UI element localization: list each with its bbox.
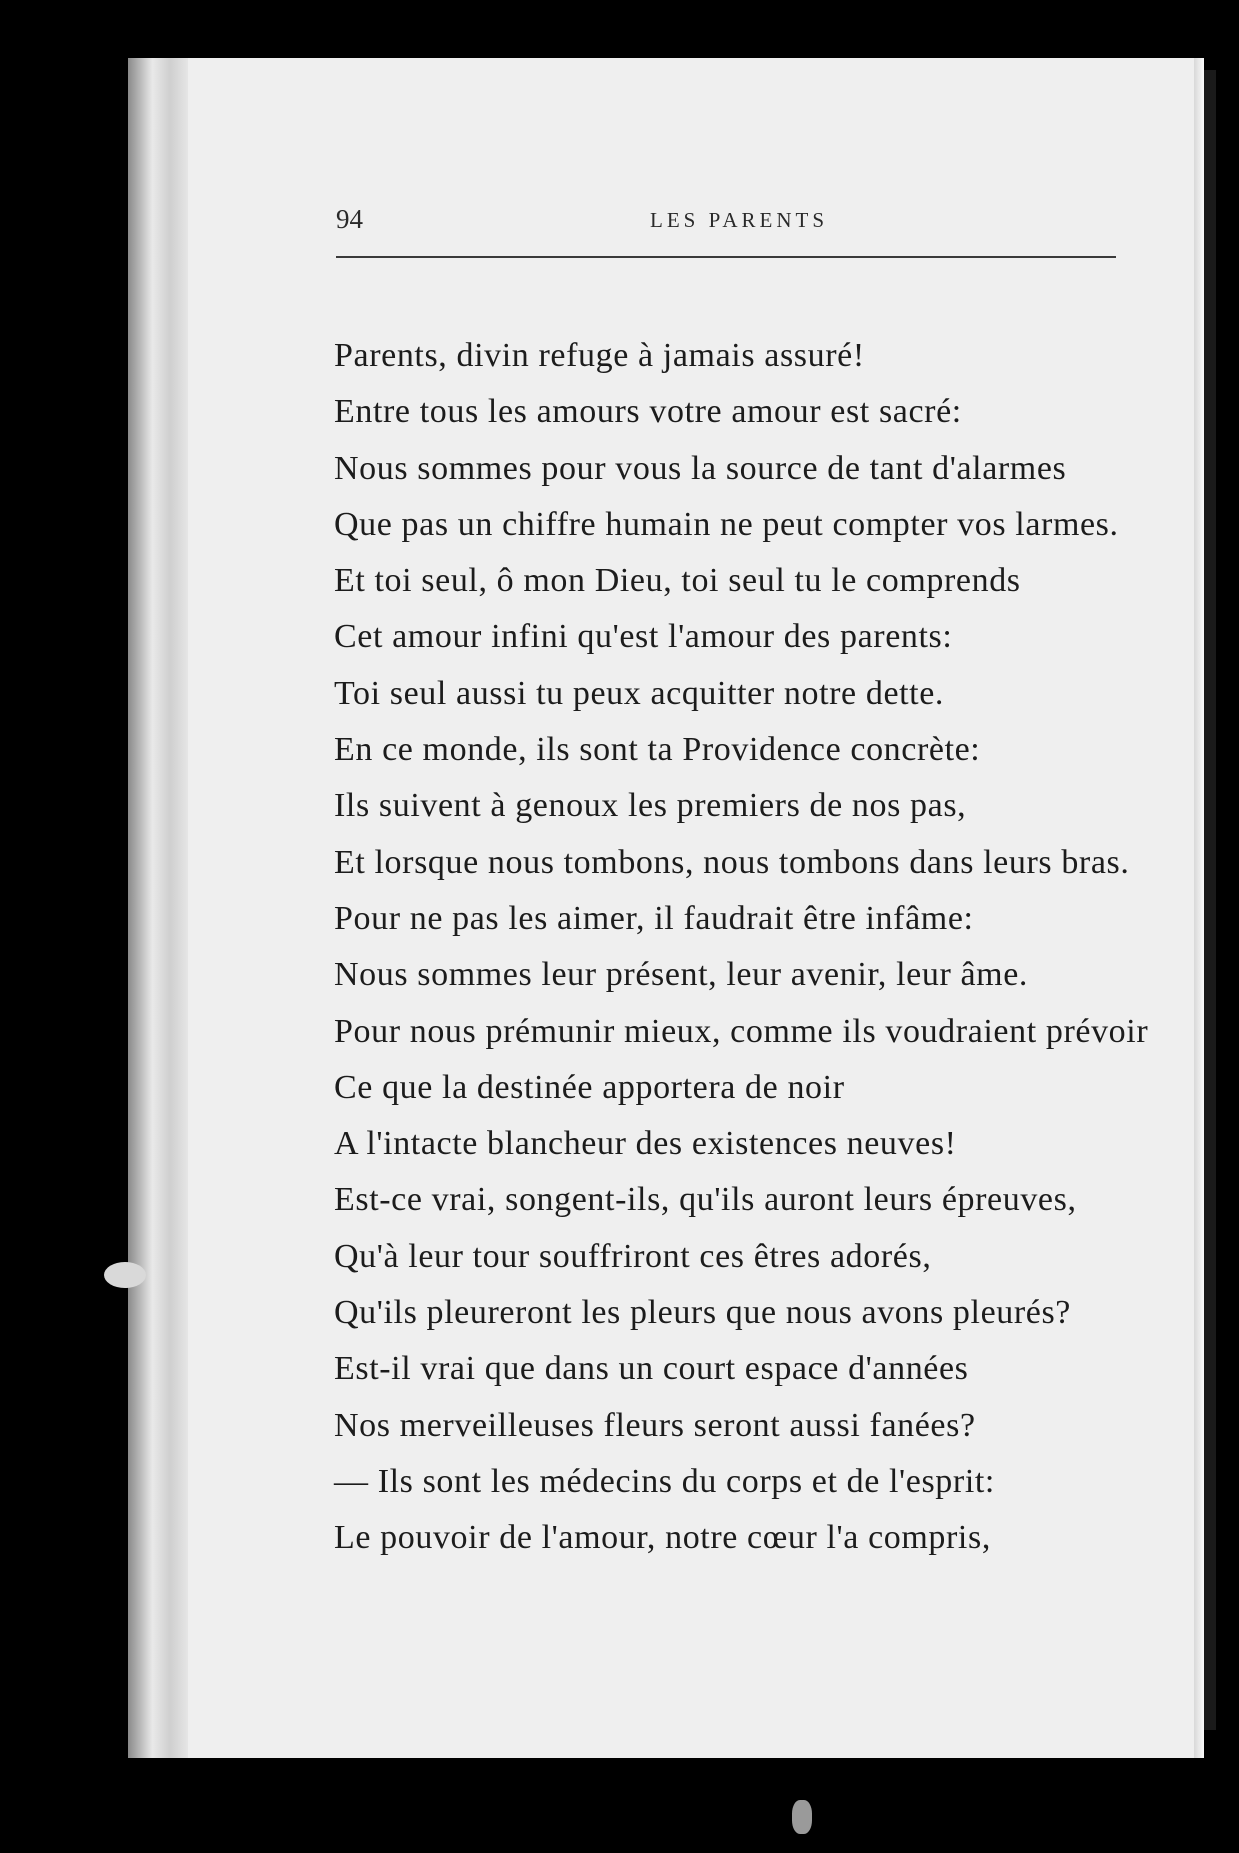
poem-line: — Ils sont les médecins du corps et de l'esprit:: [334, 1462, 995, 1500]
poem-line: Pour nous prémunir mieux, comme ils voudraient prévoir: [334, 1012, 1149, 1050]
running-title: LES PARENTS: [650, 208, 829, 232]
poem-line: En ce monde, ils sont ta Providence concrète:: [334, 731, 981, 769]
poem-line: Qu'ils pleureront les pleurs que nous avons pleurés?: [334, 1294, 1071, 1332]
poem-line: Ce que la destinée apportera de noir: [334, 1068, 845, 1106]
poem-line: Nous sommes leur présent, leur avenir, leur âme.: [334, 956, 1029, 994]
poem-line: Le pouvoir de l'amour, notre cœur l'a compris,: [334, 1519, 991, 1557]
poem-line: Parents, divin refuge à jamais assuré!: [334, 337, 865, 374]
header-rule: [336, 256, 1116, 258]
poem-line: Cet amour infini qu'est l'amour des parents:: [334, 618, 953, 656]
poem-line: Pour ne pas les aimer, il faudrait être infâme:: [334, 899, 974, 937]
scan-smudge: [104, 1262, 146, 1288]
poem-line: Que pas un chiffre humain ne peut compter vos larmes.: [334, 505, 1119, 543]
poem-line: Et toi seul, ô mon Dieu, toi seul tu le comprends: [334, 562, 1021, 600]
poem-line: Et lorsque nous tombons, nous tombons dans leurs bras.: [334, 843, 1130, 881]
poem-line: Entre tous les amours votre amour est sacré:: [334, 393, 962, 431]
page-edge: [1194, 58, 1204, 1758]
next-page-edge: [1204, 70, 1216, 1730]
poem-line: Qu'à leur tour souffriront ces êtres adorés,: [334, 1237, 932, 1275]
page-header: [336, 204, 1116, 244]
poem-line: Nous sommes pour vous la source de tant d'alarmes: [334, 449, 1067, 487]
page-number: 94: [336, 204, 363, 234]
poem-line: Est-ce vrai, songent-ils, qu'ils auront leurs épreuves,: [334, 1181, 1077, 1219]
scan-smudge: [792, 1800, 812, 1834]
poem-line: Nos merveilleuses fleurs seront aussi fanées?: [334, 1406, 976, 1444]
poem-line: Ils suivent à genoux les premiers de nos pas,: [334, 787, 967, 825]
poem-line: Est-il vrai que dans un court espace d'années: [334, 1350, 969, 1388]
poem-line: Toi seul aussi tu peux acquitter notre dette.: [334, 674, 945, 712]
poem-line: A l'intacte blancheur des existences neuves!: [334, 1125, 957, 1163]
poem-text: [334, 328, 1194, 1567]
